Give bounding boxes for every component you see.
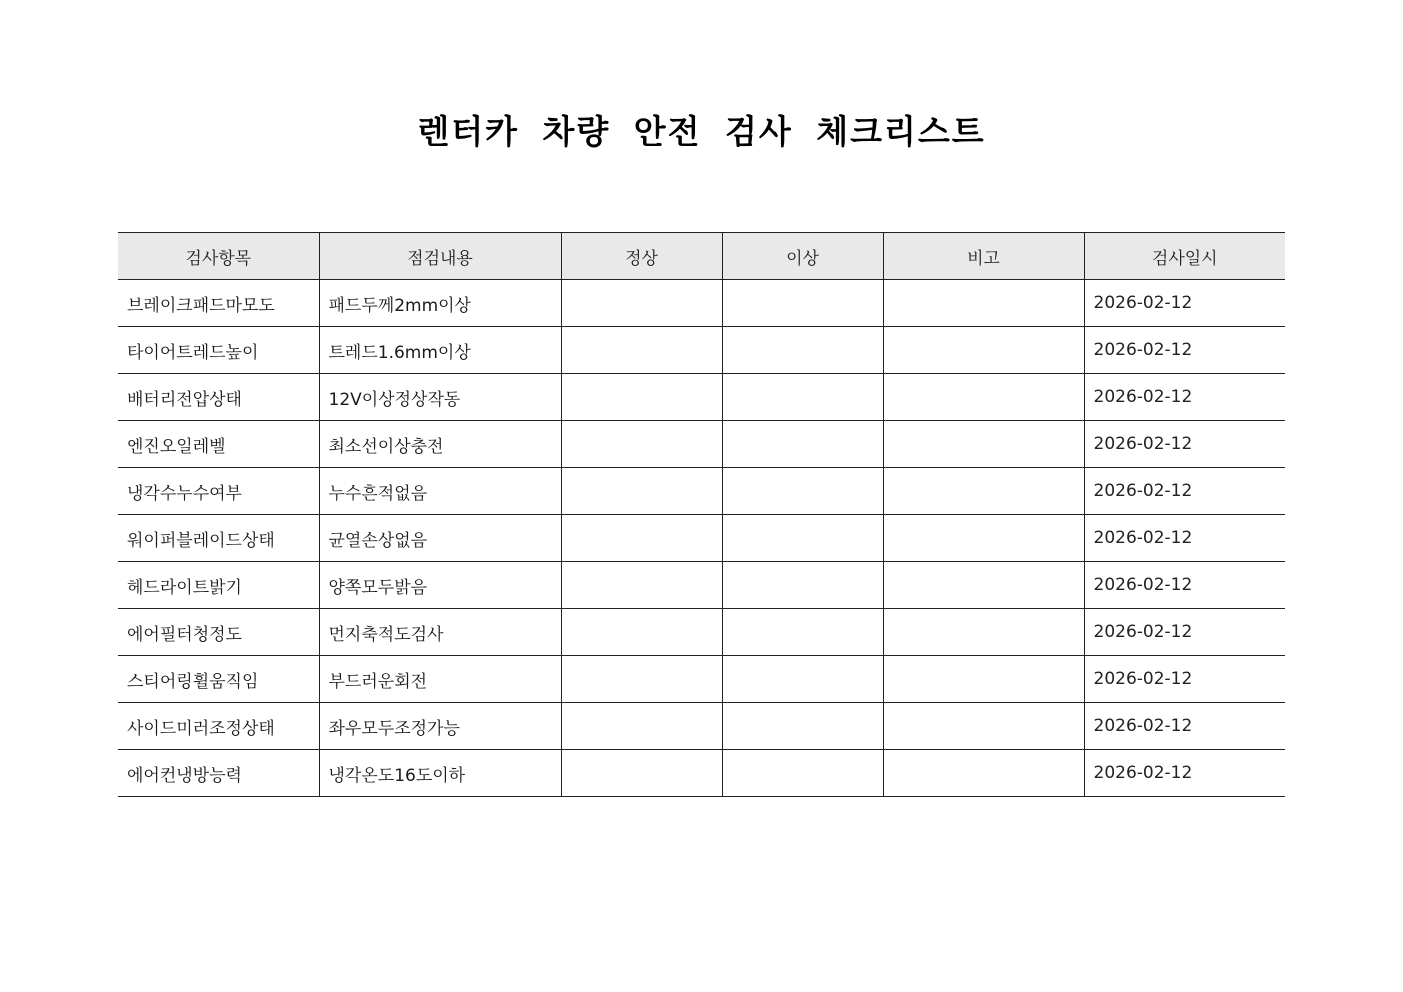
cell-inspection-item: 사이드미러조정상태 (118, 703, 319, 750)
cell-abnormal-check[interactable] (722, 280, 883, 327)
table-body (118, 280, 1285, 797)
cell-check-detail: 부드러운회전 (319, 656, 561, 703)
table-row (118, 609, 1285, 656)
cell-check-detail: 냉각온도16도이하 (319, 750, 561, 797)
cell-inspection-item: 배터리전압상태 (118, 374, 319, 421)
cell-inspection-item: 에어필터청정도 (118, 609, 319, 656)
table-row (118, 750, 1285, 797)
cell-inspection-item: 냉각수누수여부 (118, 468, 319, 515)
cell-abnormal-check[interactable] (722, 656, 883, 703)
cell-note[interactable] (883, 327, 1084, 374)
header-inspection-date: 검사일시 (1084, 233, 1285, 280)
cell-normal-check[interactable] (561, 374, 722, 421)
cell-normal-check[interactable] (561, 515, 722, 562)
cell-note[interactable] (883, 280, 1084, 327)
cell-check-detail: 패드두께2mm이상 (319, 280, 561, 327)
cell-note[interactable] (883, 421, 1084, 468)
cell-abnormal-check[interactable] (722, 515, 883, 562)
header-note: 비고 (883, 233, 1084, 280)
cell-abnormal-check[interactable] (722, 374, 883, 421)
cell-abnormal-check[interactable] (722, 750, 883, 797)
cell-normal-check[interactable] (561, 468, 722, 515)
cell-check-detail: 좌우모두조정가능 (319, 703, 561, 750)
header-check-detail: 점검내용 (319, 233, 561, 280)
cell-check-detail: 12V이상정상작동 (319, 374, 561, 421)
cell-abnormal-check[interactable] (722, 327, 883, 374)
cell-normal-check[interactable] (561, 609, 722, 656)
header-abnormal: 이상 (722, 233, 883, 280)
cell-inspection-item: 엔진오일레벨 (118, 421, 319, 468)
cell-check-detail: 균열손상없음 (319, 515, 561, 562)
cell-inspection-date: 2026-02-12 (1084, 421, 1285, 468)
cell-normal-check[interactable] (561, 327, 722, 374)
cell-inspection-date: 2026-02-12 (1084, 656, 1285, 703)
page-title: 렌터카 차량 안전 검사 체크리스트 (417, 112, 986, 151)
cell-normal-check[interactable] (561, 562, 722, 609)
cell-abnormal-check[interactable] (722, 468, 883, 515)
cell-inspection-date: 2026-02-12 (1084, 750, 1285, 797)
cell-inspection-date: 2026-02-12 (1084, 280, 1285, 327)
cell-check-detail: 양쪽모두밝음 (319, 562, 561, 609)
cell-inspection-item: 워이퍼블레이드상태 (118, 515, 319, 562)
cell-normal-check[interactable] (561, 280, 722, 327)
cell-inspection-item: 브레이크패드마모도 (118, 280, 319, 327)
cell-inspection-date: 2026-02-12 (1084, 327, 1285, 374)
cell-normal-check[interactable] (561, 421, 722, 468)
cell-inspection-date: 2026-02-12 (1084, 515, 1285, 562)
cell-note[interactable] (883, 750, 1084, 797)
cell-note[interactable] (883, 656, 1084, 703)
cell-note[interactable] (883, 374, 1084, 421)
table-row (118, 327, 1285, 374)
table-row (118, 374, 1285, 421)
header-inspection-item: 검사항목 (118, 233, 319, 280)
cell-normal-check[interactable] (561, 656, 722, 703)
header-normal: 정상 (561, 233, 722, 280)
cell-abnormal-check[interactable] (722, 562, 883, 609)
cell-inspection-item: 타이어트레드높이 (118, 327, 319, 374)
table-row (118, 468, 1285, 515)
table-row (118, 562, 1285, 609)
cell-inspection-item: 스티어링휠움직임 (118, 656, 319, 703)
table-header-row (118, 233, 1285, 280)
cell-abnormal-check[interactable] (722, 703, 883, 750)
table-row (118, 515, 1285, 562)
inspection-checklist-table (118, 232, 1285, 797)
cell-inspection-date: 2026-02-12 (1084, 609, 1285, 656)
cell-normal-check[interactable] (561, 750, 722, 797)
table-row (118, 280, 1285, 327)
table-row (118, 703, 1285, 750)
cell-inspection-date: 2026-02-12 (1084, 562, 1285, 609)
cell-note[interactable] (883, 562, 1084, 609)
cell-note[interactable] (883, 468, 1084, 515)
table-row (118, 656, 1285, 703)
cell-note[interactable] (883, 609, 1084, 656)
cell-inspection-item: 에어컨냉방능력 (118, 750, 319, 797)
table-row (118, 421, 1285, 468)
cell-check-detail: 누수흔적없음 (319, 468, 561, 515)
cell-note[interactable] (883, 515, 1084, 562)
cell-note[interactable] (883, 703, 1084, 750)
cell-abnormal-check[interactable] (722, 421, 883, 468)
cell-abnormal-check[interactable] (722, 609, 883, 656)
cell-check-detail: 트레드1.6mm이상 (319, 327, 561, 374)
cell-inspection-date: 2026-02-12 (1084, 468, 1285, 515)
cell-check-detail: 먼지축적도검사 (319, 609, 561, 656)
cell-inspection-item: 헤드라이트밝기 (118, 562, 319, 609)
cell-inspection-date: 2026-02-12 (1084, 703, 1285, 750)
cell-inspection-date: 2026-02-12 (1084, 374, 1285, 421)
cell-normal-check[interactable] (561, 703, 722, 750)
cell-check-detail: 최소선이상충전 (319, 421, 561, 468)
